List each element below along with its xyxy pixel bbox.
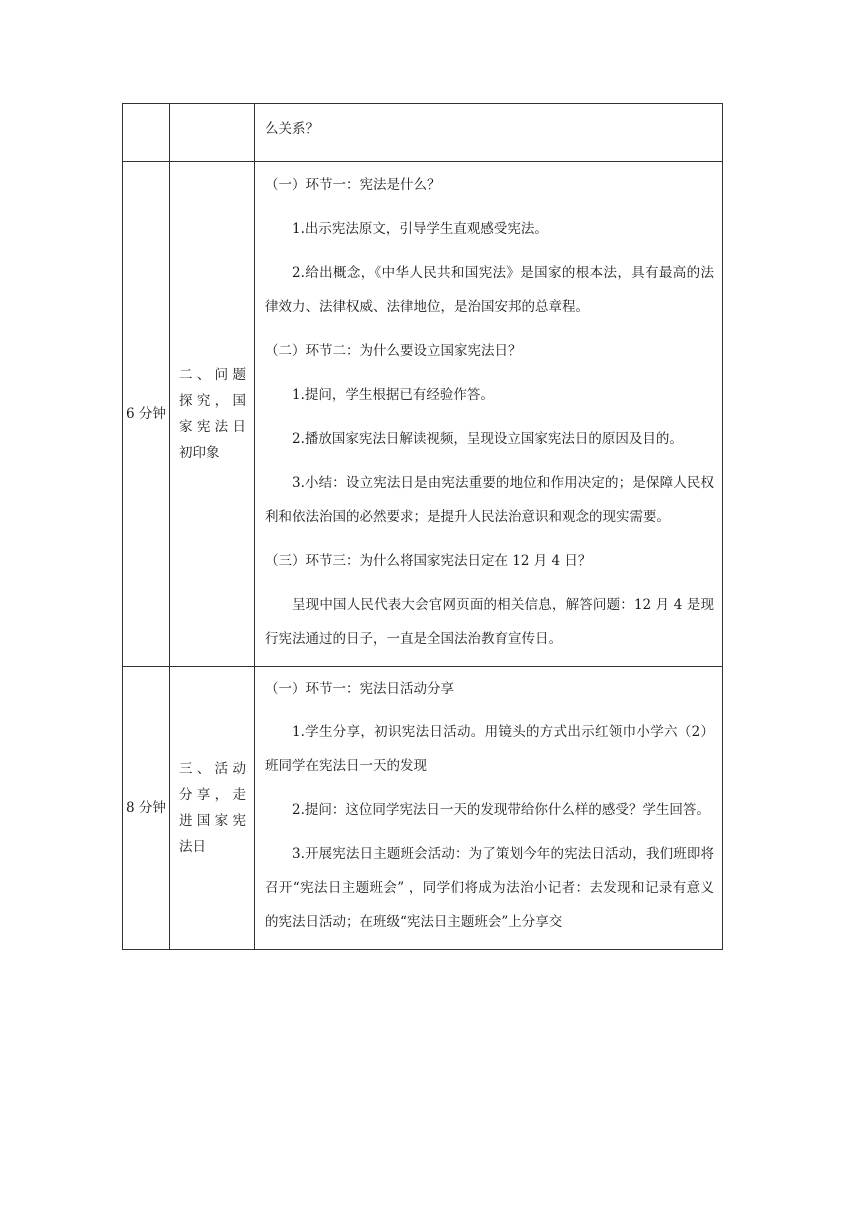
time-cell: 6 分钟 [123, 162, 170, 667]
table-row [123, 162, 723, 667]
stage-cell: 二、问题探究，国家宪法日初印象 [170, 162, 255, 667]
content-cell [255, 162, 723, 667]
time-cell [123, 104, 170, 162]
content-paragraph: 1.学生分享，初识宪法日活动。用镜头的方式出示红领巾小学六（2）班同学在宪法日一天的发现 [265, 724, 714, 774]
table-row [123, 104, 723, 162]
table-row [123, 667, 723, 950]
content-paragraph: 1.出示宪法原文，引导学生直观感受宪法。 [292, 221, 548, 237]
section-heading: （二）环节二：为什么要设立国家宪法日？ [265, 343, 522, 359]
section-heading: （一）环节一：宪法是什么？ [265, 177, 441, 193]
content-paragraph: 1.提问，学生根据已有经验作答。 [292, 387, 494, 403]
content-paragraph: 3.小结：设立宪法日是由宪法重要的地位和作用决定的；是保障人民权利和依法治国的必然要求；是提升人民法治意识和观念的现实需要。 [265, 475, 714, 525]
content-cell [255, 104, 723, 162]
content-cell [255, 667, 723, 950]
time-cell: 8 分钟 [123, 667, 170, 950]
stage-cell [170, 104, 255, 162]
section-heading: （一）环节一：宪法日活动分享 [265, 681, 454, 697]
stage-cell: 三、活动分享，走进国家宪法日 [170, 667, 255, 950]
content-paragraph: 2.播放国家宪法日解读视频，呈现设立国家宪法日的原因及目的。 [292, 431, 683, 447]
content-paragraph: 2.提问：这位同学宪法日一天的发现带给你什么样的感受？学生回答。 [292, 802, 710, 818]
content-paragraph: 呈现中国人民代表大会官网页面的相关信息，解答问题：12 月 4 是现行宪法通过的日子，一直是全国法治教育宣传日。 [265, 597, 714, 647]
section-heading: （三）环节三：为什么将国家宪法日定在 12 月 4 日？ [265, 553, 592, 569]
content-paragraph: 么关系？ [265, 121, 319, 137]
content-paragraph: 3.开展宪法日主题班会活动：为了策划今年的宪法日活动，我们班即将召开“宪法日主题班会” ，同学们将成为法治小记者：去发现和记录有意义的宪法日活动；在班级“宪法日主题班会”上分享交 [265, 846, 714, 930]
content-paragraph: 2.给出概念，《中华人民共和国宪法》是国家的根本法，具有最高的法律效力、法律权威、法律地位，是治国安邦的总章程。 [265, 265, 714, 315]
lesson-plan-table [122, 103, 723, 950]
